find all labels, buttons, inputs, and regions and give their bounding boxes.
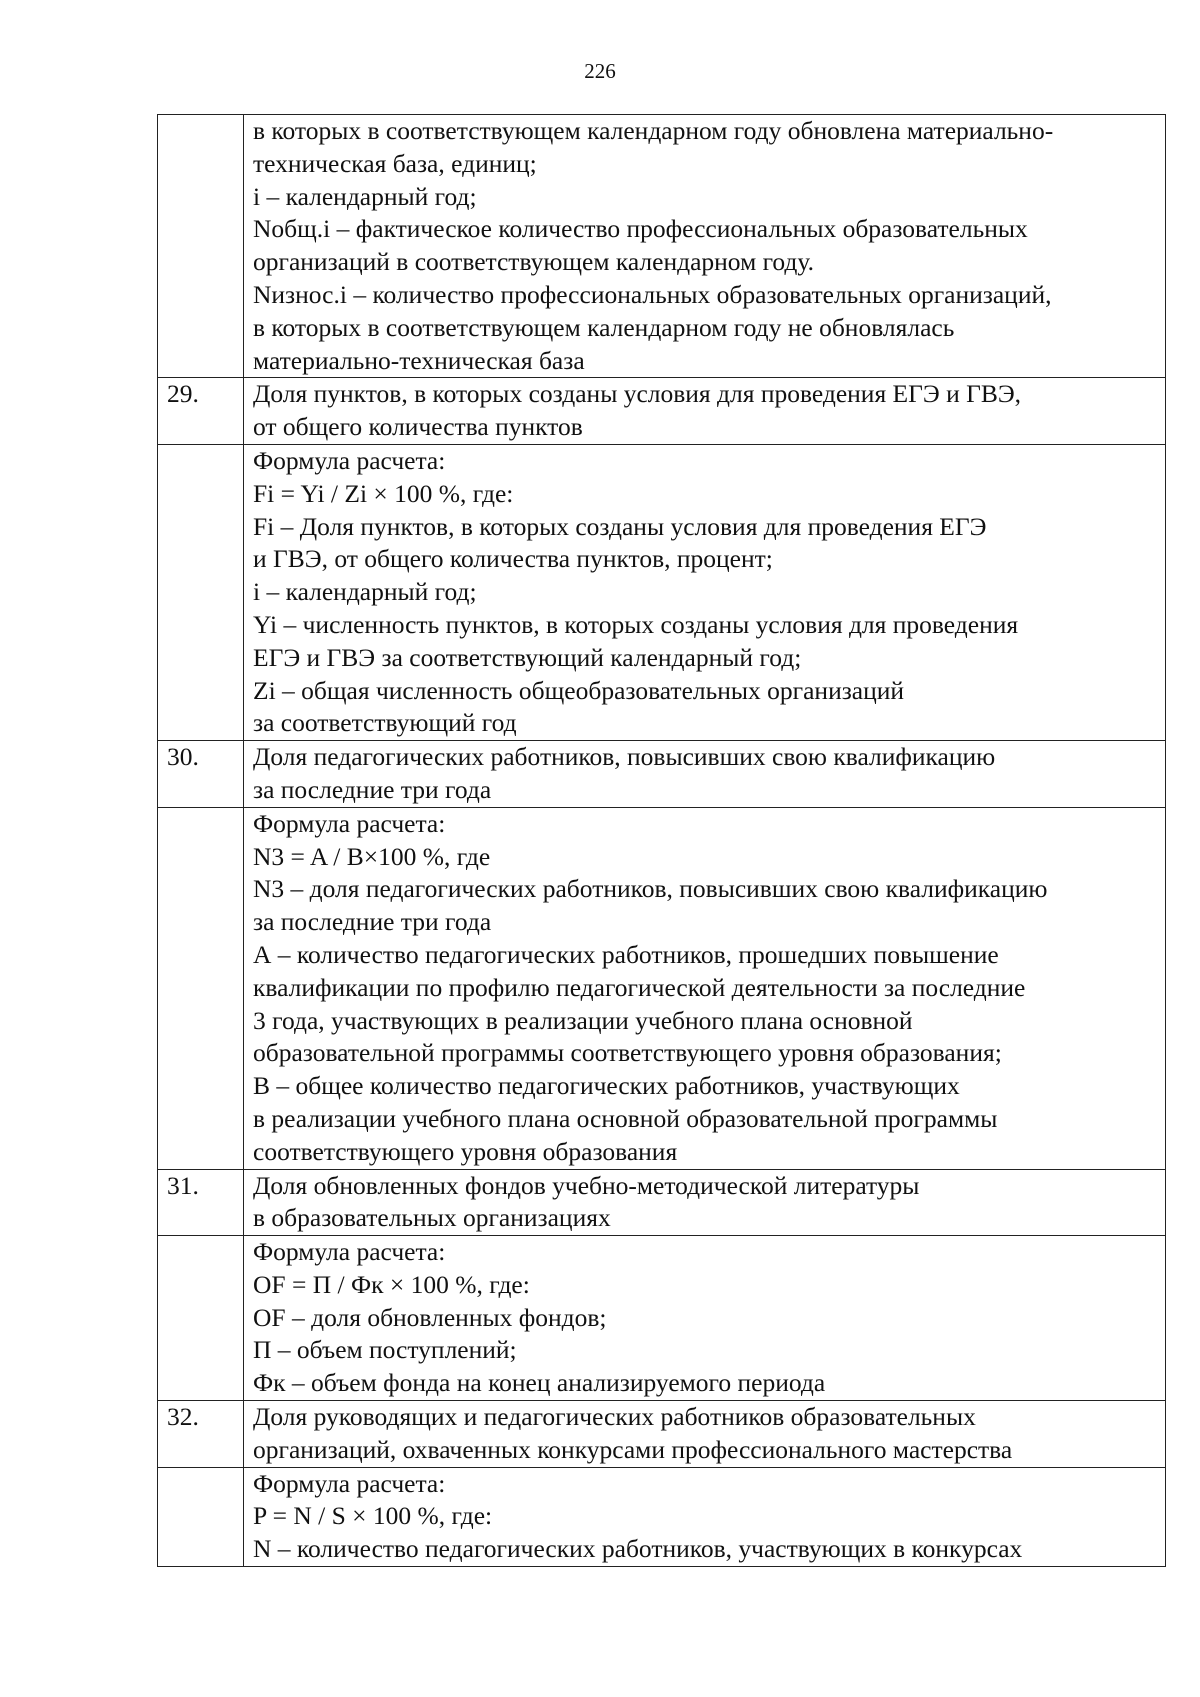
indicators-table xyxy=(157,114,1166,1567)
text-line: организаций, охваченных конкурсами профессионального мастерства xyxy=(253,1434,1013,1464)
row-number-cell xyxy=(158,115,244,378)
row-number-cell: 31. xyxy=(158,1169,244,1236)
text-line: OF – доля обновленных фондов; xyxy=(253,1302,607,1332)
text-line: техническая база, единиц; xyxy=(253,148,537,178)
indicator-row xyxy=(158,741,1166,808)
row-text-cell xyxy=(244,1467,1166,1566)
text-line: ЕГЭ и ГВЭ за соответствующий календарный год; xyxy=(253,642,802,672)
text-line: в образовательных организациях xyxy=(253,1203,611,1233)
text-line: Фк – объем фонда на конец анализируемого периода xyxy=(253,1368,826,1398)
text-line: Zi – общая численность общеобразовательных организаций xyxy=(253,675,905,705)
row-text-cell xyxy=(244,741,1166,808)
text-line: i – календарный год; xyxy=(253,577,477,607)
row-text-cell xyxy=(244,1236,1166,1401)
text-line: Доля пунктов, в которых созданы условия для проведения ЕГЭ и ГВЭ, xyxy=(253,379,1022,409)
row-number-cell xyxy=(158,1236,244,1401)
row-text-cell xyxy=(244,1401,1166,1468)
row-text-cell xyxy=(244,378,1166,445)
text-line: и ГВЭ, от общего количества пунктов, процент; xyxy=(253,544,773,574)
text-line: за последние три года xyxy=(253,774,492,804)
text-line: Yi – численность пунктов, в которых созданы условия для проведения xyxy=(253,609,1019,639)
row-number-cell: 32. xyxy=(158,1401,244,1468)
text-line: в которых в соответствующем календарном году обновлена материально- xyxy=(253,116,1054,145)
text-line: P = N / S × 100 %, где: xyxy=(253,1501,493,1531)
indicators-table-body xyxy=(158,115,1166,1567)
indicator-row xyxy=(158,1401,1166,1468)
text-line: Nизнос.i – количество профессиональных образовательных организаций, xyxy=(253,279,1052,309)
text-line: квалификации по профилю педагогической деятельности за последние xyxy=(253,972,1026,1002)
row-text-cell xyxy=(244,1169,1166,1236)
formula-row xyxy=(158,1467,1166,1566)
indicator-row xyxy=(158,378,1166,445)
row-text-cell xyxy=(244,807,1166,1169)
formula-row xyxy=(158,115,1166,378)
row-number-cell xyxy=(158,444,244,740)
text-line: N3 – доля педагогических работников, повысивших свою квалификацию xyxy=(253,874,1048,904)
text-line: OF = П / Фк × 100 %, где: xyxy=(253,1269,530,1299)
text-line: за соответствующий год xyxy=(253,708,517,738)
text-line: Доля руководящих и педагогических работников образовательных xyxy=(253,1402,976,1432)
text-line: Fi – Доля пунктов, в которых созданы условия для проведения ЕГЭ xyxy=(253,511,987,541)
text-line: Формула расчета: xyxy=(253,1237,446,1267)
indicator-row xyxy=(158,1169,1166,1236)
text-line: Формула расчета: xyxy=(253,1468,446,1498)
text-line: N – количество педагогических работников, участвующих в конкурсах xyxy=(253,1534,1023,1564)
page-number: 226 xyxy=(584,59,616,83)
text-line: образовательной программы соответствующего уровня образования; xyxy=(253,1038,1002,1068)
text-line: А – количество педагогических работников, прошедших повышение xyxy=(253,939,999,969)
text-line: за последние три года xyxy=(253,907,492,937)
text-line: i – календарный год; xyxy=(253,181,477,211)
text-line: Формула расчета: xyxy=(253,808,446,838)
text-line: материально-техническая база xyxy=(253,345,585,375)
formula-row xyxy=(158,807,1166,1169)
row-number-cell: 29. xyxy=(158,378,244,445)
text-line: от общего количества пунктов xyxy=(253,412,583,442)
text-line: соответствующего уровня образования xyxy=(253,1136,678,1166)
text-line: в которых в соответствующем календарном году не обновлялась xyxy=(253,312,955,342)
text-line: организаций в соответствующем календарном году. xyxy=(253,247,814,277)
formula-row xyxy=(158,444,1166,740)
text-line: N3 = A / B×100 %, где xyxy=(253,841,491,871)
text-line: Доля педагогических работников, повысивших свою квалификацию xyxy=(253,742,996,772)
text-line: В – общее количество педагогических работников, участвующих xyxy=(253,1071,960,1101)
text-line: П – объем поступлений; xyxy=(253,1335,517,1365)
formula-row xyxy=(158,1236,1166,1401)
text-line: Доля обновленных фондов учебно-методической литературы xyxy=(253,1170,920,1200)
row-number-cell xyxy=(158,1467,244,1566)
text-line: 3 года, участвующих в реализации учебного плана основной xyxy=(253,1005,913,1035)
row-text-cell xyxy=(244,444,1166,740)
text-line: Формула расчета: xyxy=(253,445,446,475)
row-number-cell xyxy=(158,807,244,1169)
row-text-cell xyxy=(244,115,1166,378)
text-line: Nобщ.i – фактическое количество профессиональных образовательных xyxy=(253,214,1028,244)
text-line: Fi = Yi / Zi × 100 %, где: xyxy=(253,478,514,508)
text-line: в реализации учебного плана основной образовательной программы xyxy=(253,1103,998,1133)
row-number-cell: 30. xyxy=(158,741,244,808)
